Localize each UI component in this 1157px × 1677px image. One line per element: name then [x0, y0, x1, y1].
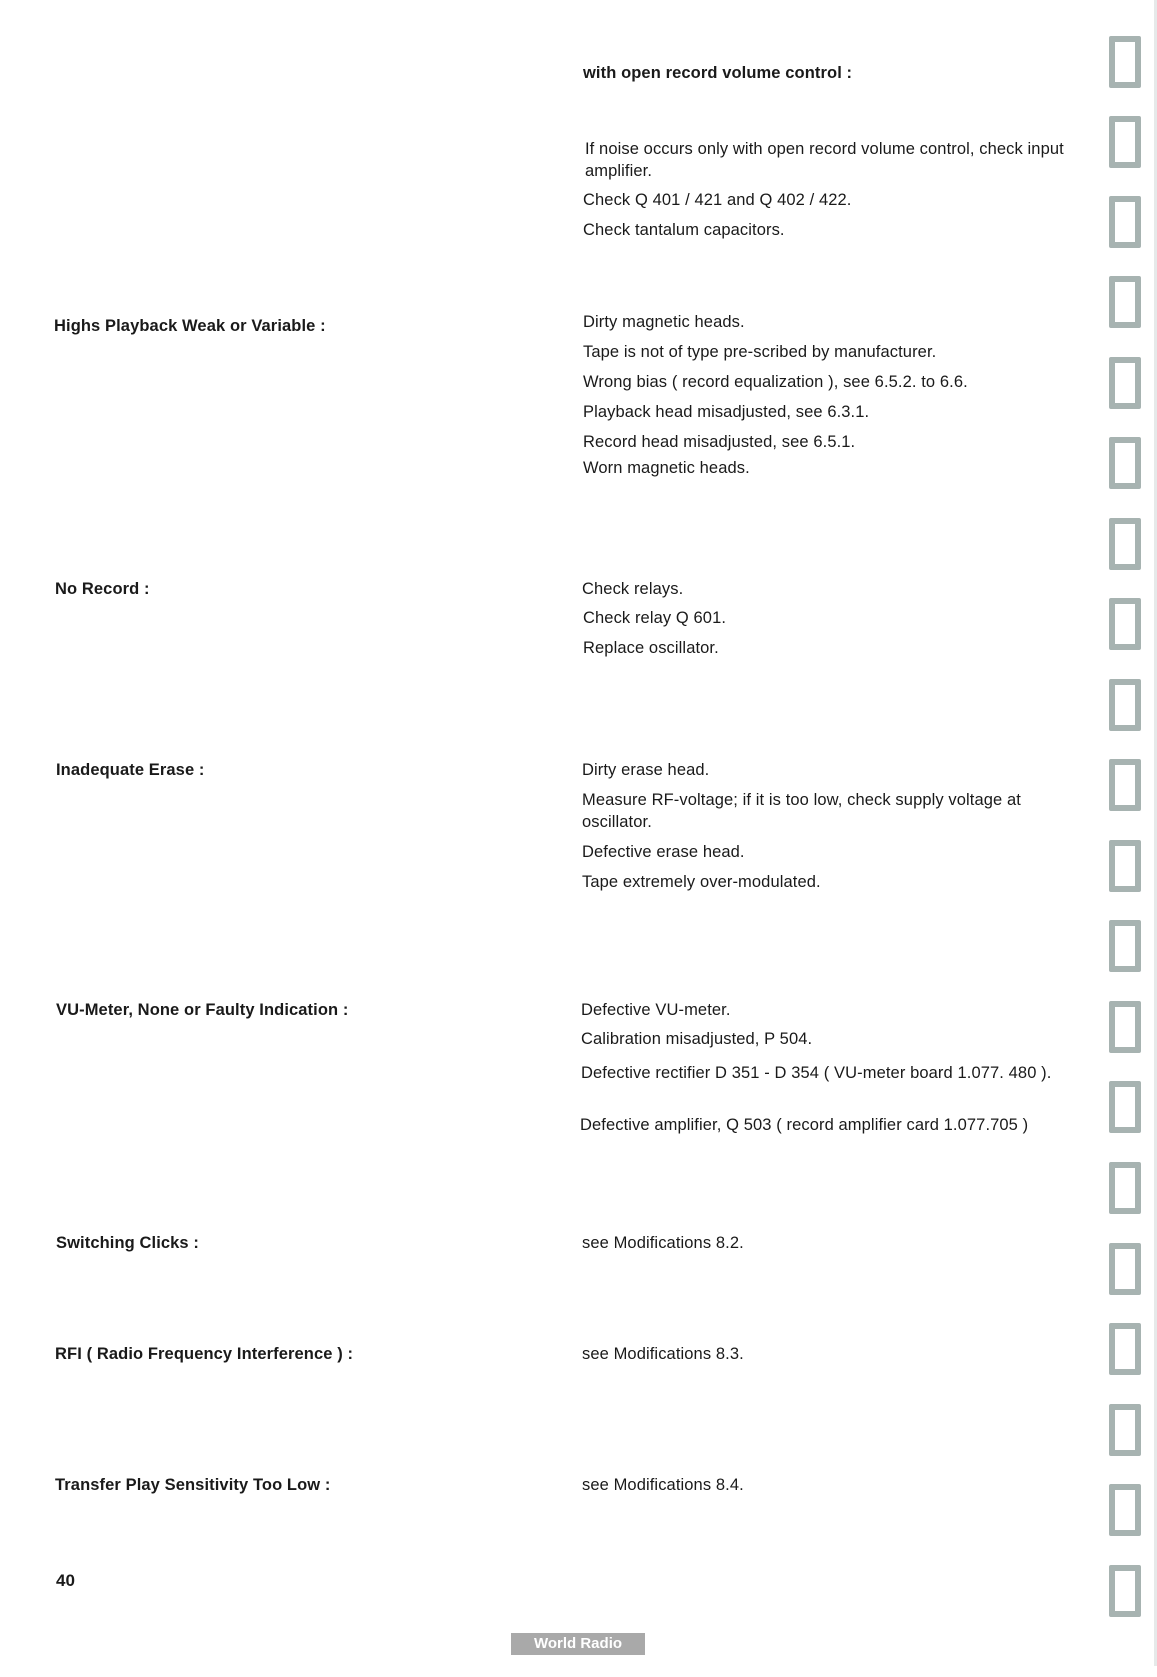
index-tab: [1109, 1162, 1141, 1214]
remedy-item: Calibration misadjusted, P 504.: [581, 1030, 813, 1048]
index-tab: [1109, 1484, 1141, 1536]
remedy-item: see Modifications 8.4.: [582, 1476, 744, 1494]
index-tab: [1109, 357, 1141, 409]
remedy-item: see Modifications 8.3.: [582, 1345, 744, 1363]
index-tab: [1109, 598, 1141, 650]
index-tab: [1109, 1404, 1141, 1456]
symptom-heading: RFI ( Radio Frequency Interference ) :: [55, 1345, 354, 1363]
remedy-item: If noise occurs only with open record volume control, check input amplifier.: [585, 140, 1064, 180]
index-tab: [1109, 1565, 1141, 1617]
remedy-item: Tape extremely over-modulated.: [582, 873, 821, 891]
index-tab: [1109, 840, 1141, 892]
continuation-heading: with open record volume control :: [583, 64, 853, 82]
remedy-item: Replace oscillator.: [583, 639, 719, 657]
index-tab: [1109, 36, 1141, 88]
remedy-item: Check Q 401 / 421 and Q 402 / 422.: [583, 191, 852, 209]
index-tab: [1109, 1243, 1141, 1295]
symptom-heading: Switching Clicks :: [56, 1234, 199, 1252]
remedy-item: Dirty erase head.: [582, 761, 710, 779]
index-tab: [1109, 1323, 1141, 1375]
watermark-logo: World Radio History: [511, 1633, 645, 1655]
remedy-item: Defective amplifier, Q 503 ( record amplifier card 1.077.705 ): [580, 1116, 1029, 1134]
index-tab: [1109, 437, 1141, 489]
index-tab: [1109, 759, 1141, 811]
remedy-item: Measure RF-voltage; if it is too low, check supply voltage at oscillator.: [582, 791, 1021, 831]
symptom-heading: Highs Playback Weak or Variable :: [54, 317, 326, 335]
remedy-item: Defective erase head.: [582, 843, 745, 861]
symptom-heading: No Record :: [55, 580, 150, 598]
symptom-heading: Transfer Play Sensitivity Too Low :: [55, 1476, 331, 1494]
remedy-item: Check tantalum capacitors.: [583, 221, 785, 239]
index-tab: [1109, 196, 1141, 248]
index-tab: [1109, 518, 1141, 570]
remedy-item: Check relay Q 601.: [583, 609, 727, 627]
remedy-item: Defective VU-meter.: [581, 1001, 731, 1019]
index-tab: [1109, 679, 1141, 731]
index-tab: [1109, 276, 1141, 328]
remedy-item: Wrong bias ( record equalization ), see 6.5.2. to 6.6.: [583, 373, 968, 391]
index-tab: [1109, 116, 1141, 168]
remedy-item: Record head misadjusted, see 6.5.1.: [583, 433, 856, 451]
remedy-item: see Modifications 8.2.: [582, 1234, 744, 1252]
symptom-heading: VU-Meter, None or Faulty Indication :: [56, 1001, 349, 1019]
remedy-item: Playback head misadjusted, see 6.3.1.: [583, 403, 870, 421]
remedy-item: Tape is not of type pre-scribed by manufacturer.: [583, 343, 937, 361]
index-tab: [1109, 1001, 1141, 1053]
symptom-heading: Inadequate Erase :: [56, 761, 205, 779]
index-tab-strip: [1100, 0, 1157, 1666]
remedy-item: Worn magnetic heads.: [583, 459, 750, 477]
remedy-item: Check relays.: [582, 580, 684, 598]
index-tab: [1109, 1081, 1141, 1133]
remedy-item: Defective rectifier D 351 - D 354 ( VU-meter board 1.077. 480 ).: [581, 1064, 1052, 1082]
remedy-item: Dirty magnetic heads.: [583, 313, 745, 331]
page-number: 40: [56, 1571, 75, 1590]
index-tab: [1109, 920, 1141, 972]
